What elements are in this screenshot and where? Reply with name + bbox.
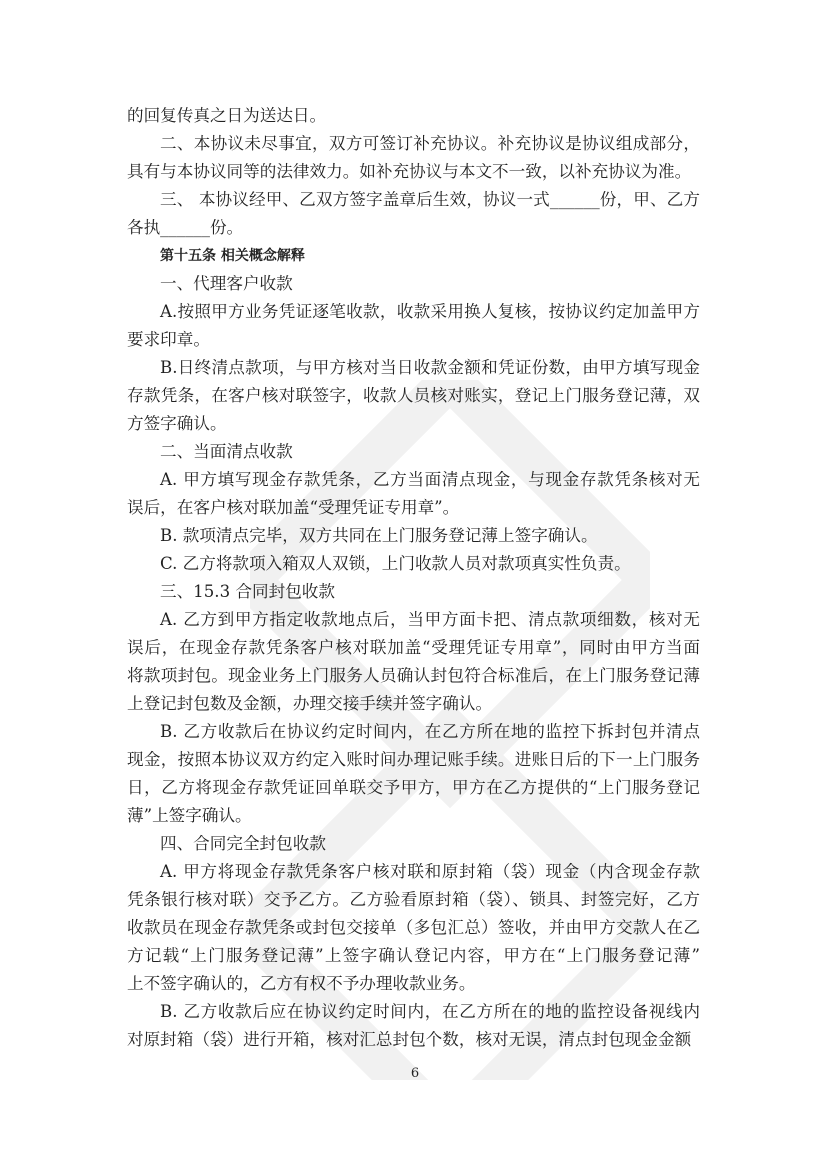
text-line: 凭条银行核对联）交予乙方。乙方验看原封箱（袋）、锁具、封签完好，乙方 — [127, 890, 700, 909]
section-heading — [127, 242, 700, 270]
text-line: B. 乙方收款后在协议约定时间内，在乙方所在地的监控下拆封包并清点 — [160, 722, 700, 741]
text-line: 上登记封包数及金额，办理交接手续并签字确认。 — [127, 694, 493, 713]
text-line: B.日终清点款项，与甲方核对当日收款金额和凭证份数，由甲方填写现金 — [160, 358, 700, 377]
text-line: 存款凭条，在客户核对联签字，收款人员核对账实，登记上门服务登记薄，双 — [127, 386, 700, 405]
paragraph — [127, 270, 700, 298]
paragraph — [127, 466, 700, 522]
text-line: 上不签字确认的，乙方有权不予办理收款业务。 — [127, 974, 476, 993]
text-line: 要求印章。 — [127, 330, 210, 349]
paragraph — [127, 298, 700, 354]
text-line: 一、代理客户收款 — [160, 274, 293, 293]
text-line: C. 乙方将款项入箱双人双锁，上门收款人员对款项真实性负责。 — [160, 554, 631, 573]
paragraph — [127, 578, 700, 606]
text-line: 方记载“上门服务登记薄”上签字确认登记内容，甲方在“上门服务登记薄” — [127, 946, 700, 965]
text-line: 现金，按照本协议双方约定入账时间办理记账手续。进账日后的下一上门服务 — [127, 750, 700, 769]
text-line: B. 款项清点完毕，双方共同在上门服务登记薄上签字确认。 — [160, 526, 598, 545]
paragraph — [127, 998, 700, 1054]
paragraph — [127, 130, 700, 186]
text-line: 将款项封包。现金业务上门服务人员确认封包符合标准后，在上门服务登记薄 — [127, 666, 700, 685]
paragraph — [127, 102, 700, 130]
text-line: 二、当面清点收款 — [160, 442, 293, 461]
paragraph — [127, 830, 700, 858]
text-line: A. 甲方填写现金存款凭条，乙方当面清点现金，与现金存款凭条核对无 — [160, 470, 700, 489]
text-line: 具有与本协议同等的法律效力。如补充协议与本文不一致，以补充协议为准。 — [127, 162, 692, 181]
text-line: A. 乙方到甲方指定收款地点后，当甲方面卡把、清点款项细数，核对无 — [160, 610, 700, 629]
document-body — [127, 102, 700, 1054]
text-line: 三、 本协议经甲、乙双方签字盖章后生效，协议一式______份，甲、乙方 — [160, 190, 700, 209]
paragraph — [127, 858, 700, 998]
text-line: 的回复传真之日为送达日。 — [127, 106, 327, 125]
text-line: A.按照甲方业务凭证逐笔收款，收款采用换人复核，按协议约定加盖甲方 — [160, 302, 700, 321]
text-line: 三、15.3 合同封包收款 — [160, 582, 335, 601]
paragraph — [127, 550, 700, 578]
paragraph — [127, 354, 700, 438]
text-line: 二、本协议未尽事宜，双方可签订补充协议。补充协议是协议组成部分， — [160, 134, 700, 153]
page-number: 6 — [410, 1066, 420, 1081]
text-line: B. 乙方收款后应在协议约定时间内，在乙方所在的地的监控设备视线内 — [160, 1002, 700, 1021]
text-line: 日，乙方将现金存款凭证回单联交予甲方，甲方在乙方提供的“上门服务登记 — [127, 778, 700, 797]
paragraph — [127, 522, 700, 550]
text-line: 对原封箱（袋）进行开箱，核对汇总封包个数，核对无误，清点封包现金金额 — [127, 1030, 692, 1049]
paragraph — [127, 718, 700, 830]
text-line: A. 甲方将现金存款凭条客户核对联和原封箱（袋）现金（内含现金存款 — [160, 862, 700, 881]
text-line: 第十五条 相关概念解释 — [160, 248, 305, 264]
text-line: 方签字确认。 — [127, 414, 227, 433]
text-line: 四、合同完全封包收款 — [160, 834, 326, 853]
text-line: 收款员在现金存款凭条或封包交接单（多包汇总）签收，并由甲方交款人在乙 — [127, 918, 700, 937]
text-line: 误后，在客户核对联加盖“受理凭证专用章”。 — [127, 498, 460, 517]
text-line: 误后，在现金存款凭条客户核对联加盖“受理凭证专用章”，同时由甲方当面 — [127, 638, 700, 657]
paragraph — [127, 606, 700, 718]
paragraph — [127, 438, 700, 466]
paragraph — [127, 186, 700, 242]
text-line: 薄”上签字确认。 — [127, 806, 252, 825]
text-line: 各执______份。 — [127, 218, 244, 237]
